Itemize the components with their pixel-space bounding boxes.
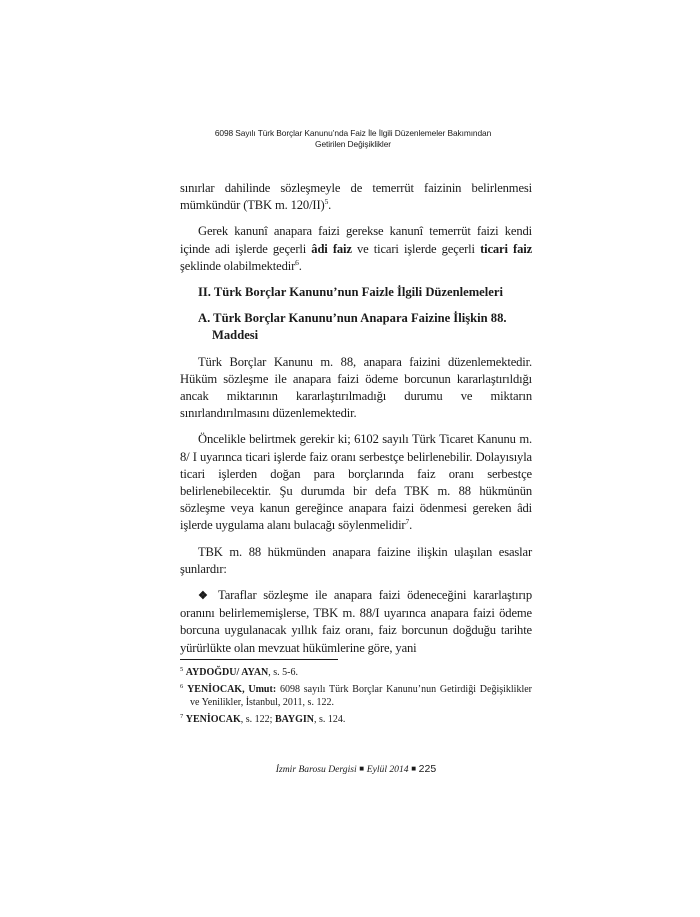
page-number: 225 [418,763,437,775]
journal-name: İzmir Barosu Dergisi [275,764,357,775]
paragraph-2-text-e: şeklinde olabilmektedir [180,258,296,273]
footnote-5 [180,666,532,679]
running-head-line-2: Getirilen Değişiklikler [315,139,391,149]
paragraph-4-end: . [409,518,413,533]
paragraph-5: TBK m. 88 hükmünden anapara faizine ilişkin ulaşılan esaslar şunlardır: [180,544,532,576]
footnote-6-number: 6 [180,683,184,690]
term-ticari-faiz: ticari faiz [480,241,533,256]
footnote-ref-6[interactable]: 6 [295,257,299,267]
footnote-divider [180,659,338,660]
page-body [180,180,532,666]
paragraph-2-text-a: Gerek kanunî anapara faizi gerekse kanunî temerrüt faizi kendi içinde adi işlerde geçerli [180,224,532,256]
footnote-5-text: , s. 5-6. [268,667,299,678]
footnote-5-author: AYDOĞDU/ AYAN [185,667,269,678]
subsection-heading-a: A. Türk Borçlar Kanunu’nun Anapara Faizine İlişkin 88. Maddesi [198,311,507,343]
footnote-7-author: YENİOCAK [185,714,241,725]
paragraph-1-text: sınırlar dahilinde sözleşmeyle de temerrüt faizinin belirlenmesi mümkündür (TBK m. 120/II) [180,181,532,213]
footnote-ref-7[interactable]: 7 [405,517,410,527]
separator-icon-2: ■ [411,764,417,773]
footnote-7-author-2: BAYGIN [274,714,315,725]
paragraph-2 [180,223,532,275]
footnote-5-number: 5 [180,666,184,673]
footnote-6 [180,683,532,709]
paragraph-1 [180,180,532,214]
term-adi-faiz: âdi faiz [311,241,352,256]
separator-icon: ■ [359,764,365,773]
paragraph-2-end: . [298,258,302,273]
footnotes [180,666,532,730]
page-footer [180,762,532,777]
running-head [178,128,528,150]
running-head-line-1: 6098 Sayılı Türk Borçlar Kanunu’nda Faiz İle İlgili Düzenlemeler Bakımından [214,128,492,138]
diamond-bullet-icon: ❖ [198,590,212,603]
footnote-6-author: YENİOCAK, Umut: [187,684,277,695]
footnote-7 [180,713,532,726]
paragraph-6 [180,587,532,657]
paragraph-4-text: Öncelikle belirtmek gerekir ki; 6102 sayılı Türk Ticaret Kanunu m. 8/ I uyarınca ticari işlerde faiz oranı serbestçe belirlenebilir. Dolayısıyla ticari işlerden doğan para borçlarında faiz oranı serbestçe belirlenebilecektir. Şu durumda bir defa TBK m. 88 hükmünün sözleşme veya kanun gereğince anapara faizi ödenmesi gereken âdi işlerde uygulama alanı bulacağı söylenmelidir [180,432,532,533]
paragraph-4 [180,431,532,534]
footnote-ref-5[interactable]: 5 [324,197,329,207]
footnote-7-number: 7 [180,713,184,720]
footnote-7-text-2: , s. 124. [314,714,346,725]
paragraph-1-end: . [328,198,332,213]
paragraph-2-text-c: ve ticari işlerde geçerli [351,241,481,256]
section-heading-ii: II. Türk Borçlar Kanunu’nun Faizle İlgili Düzenlemeleri [198,285,503,300]
paragraph-6-text: Taraflar sözleşme ile anapara faizi ödeneceğini kararlaştırıp oranını belirlememişlerse, TBK m. 88/I uyarınca anapara faizi ödeme borcuna uygulanacak yıllık faiz oranı, faiz borcunun doğduğu tarihte yürürlükte olan mevzuat hükümlerine göre, yani [180,588,532,655]
paragraph-3: Türk Borçlar Kanunu m. 88, anapara faizini düzenlemektedir. Hüküm sözleşme ile anapara faizi ödeme borcunun kararlaştırıldığı ancak miktarının kararlaştırılmadığı durumu ve miktarın sınırlandırılmasını düzenlemektedir. [180,354,532,421]
footnote-7-text: , s. 122; [240,714,275,725]
footnote-6-text: 6098 sayılı Türk Borçlar Kanunu’nun Getirdiği Değişiklikler ve Yenilikler, İstanbul, 2011, s. 122. [190,684,533,708]
issue-date: Eylül 2014 [366,764,409,775]
